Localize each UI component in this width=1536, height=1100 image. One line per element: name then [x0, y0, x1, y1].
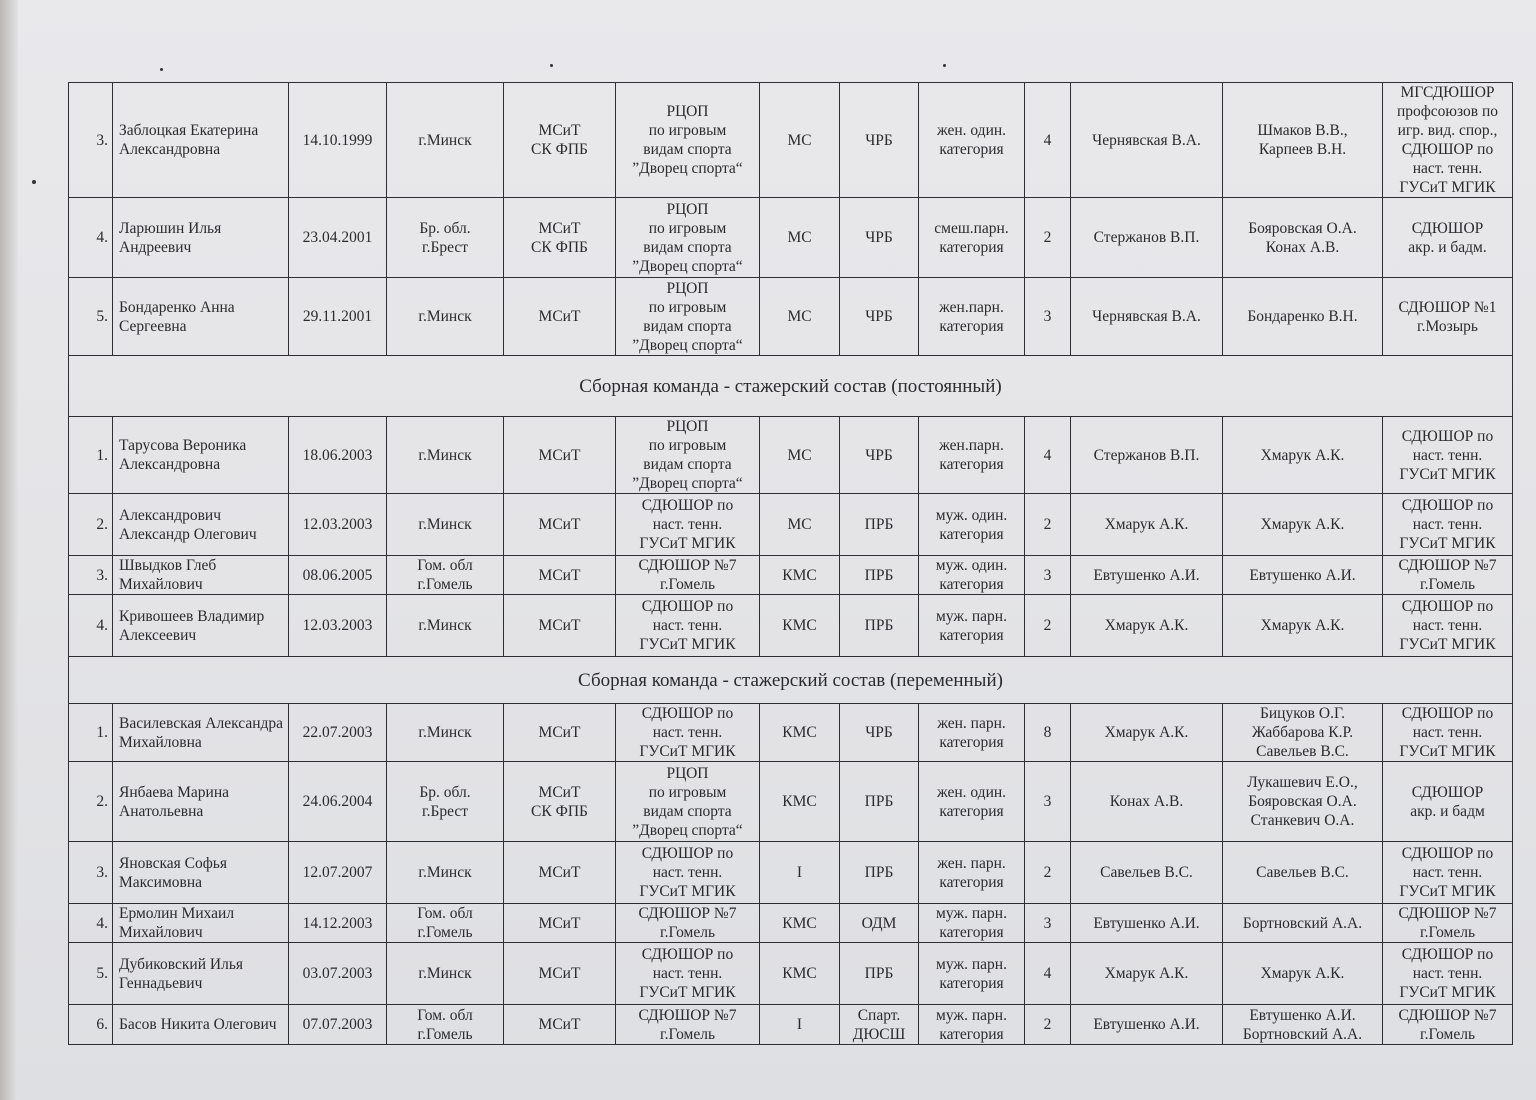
first-coach-cell: Бицуков О.Г. Жаббарова К.Р. Савельев В.С. — [1223, 704, 1383, 762]
first-coach-cell: Бояровская О.А. Конах А.В. — [1223, 198, 1383, 278]
first-coach-cell: Евтушенко А.И. Бортновский А.А. — [1223, 1005, 1383, 1045]
athlete-name-cell: Басов Никита Олегович — [113, 1005, 289, 1045]
birth-date-cell: 23.04.2001 — [289, 198, 387, 278]
athlete-name-cell: Тарусова Вероника Александровна — [113, 417, 289, 494]
department-cell: МСиТ — [504, 904, 616, 943]
sport-school-cell: СДЮШОР по наст. тенн. ГУСиТ МГИК — [1383, 943, 1513, 1005]
city-cell: г.Минск — [387, 595, 504, 657]
personal-coach-cell: Чернявская В.А. — [1071, 278, 1223, 356]
sport-rank-cell: КМС — [760, 904, 840, 943]
table-row — [69, 83, 1513, 198]
birth-date-cell: 08.06.2005 — [289, 556, 387, 595]
training-center-cell: СДЮШОР по наст. тенн. ГУСиТ МГИК — [616, 595, 760, 657]
place-cell: 3 — [1025, 278, 1071, 356]
sport-rank-cell: МС — [760, 417, 840, 494]
competition-cell: ЧРБ — [840, 83, 919, 198]
table-row — [69, 595, 1513, 657]
birth-date-cell: 18.06.2003 — [289, 417, 387, 494]
place-cell: 2 — [1025, 198, 1071, 278]
table-row — [69, 1005, 1513, 1045]
sport-school-cell: СДЮШОР по наст. тенн. ГУСиТ МГИК — [1383, 704, 1513, 762]
sport-school-cell: СДЮШОР по наст. тенн. ГУСиТ МГИК — [1383, 595, 1513, 657]
department-cell: МСиТ — [504, 1005, 616, 1045]
personal-coach-cell: Стержанов В.П. — [1071, 417, 1223, 494]
birth-date-cell: 12.07.2007 — [289, 842, 387, 904]
sport-rank-cell: I — [760, 1005, 840, 1045]
personal-coach-cell: Хмарук А.К. — [1071, 494, 1223, 556]
city-cell: Гом. обл г.Гомель — [387, 1005, 504, 1045]
sport-rank-cell: КМС — [760, 943, 840, 1005]
birth-date-cell: 24.06.2004 — [289, 762, 387, 842]
athlete-name-cell: Заблоцкая Екатерина Александровна — [113, 83, 289, 198]
row-number-cell: 6. — [69, 1005, 113, 1045]
row-number-cell: 5. — [69, 278, 113, 356]
personal-coach-cell: Савельев В.С. — [1071, 842, 1223, 904]
table-row — [69, 198, 1513, 278]
competition-cell: ОДМ — [840, 904, 919, 943]
personal-coach-cell: Чернявская В.А. — [1071, 83, 1223, 198]
department-cell: МСиТ — [504, 704, 616, 762]
row-number-cell: 2. — [69, 762, 113, 842]
event-category-cell: муж. парн. категория — [919, 904, 1025, 943]
department-cell: МСиТ — [504, 943, 616, 1005]
city-cell: Бр. обл. г.Брест — [387, 762, 504, 842]
city-cell: г.Минск — [387, 417, 504, 494]
sport-school-cell: СДЮШОР №7 г.Гомель — [1383, 556, 1513, 595]
training-center-cell: СДЮШОР по наст. тенн. ГУСиТ МГИК — [616, 842, 760, 904]
sport-rank-cell: КМС — [760, 595, 840, 657]
speck — [943, 64, 946, 67]
training-center-cell: СДЮШОР №7 г.Гомель — [616, 1005, 760, 1045]
sport-school-cell: СДЮШОР №7 г.Гомель — [1383, 904, 1513, 943]
department-cell: МСиТ СК ФПБ — [504, 83, 616, 198]
first-coach-cell: Хмарук А.К. — [1223, 417, 1383, 494]
athlete-name-cell: Ермолин Михаил Михайлович — [113, 904, 289, 943]
section-title-permanent: Сборная команда - стажерский состав (постоянный) — [69, 356, 1513, 417]
competition-cell: ПРБ — [840, 556, 919, 595]
training-center-cell: СДЮШОР №7 г.Гомель — [616, 556, 760, 595]
athletes-table — [68, 82, 1513, 1045]
event-category-cell: смеш.парн. категория — [919, 198, 1025, 278]
athlete-name-cell: Швыдков Глеб Михайлович — [113, 556, 289, 595]
athlete-name-cell: Яновская Софья Максимовна — [113, 842, 289, 904]
table-row — [69, 417, 1513, 494]
event-category-cell: жен. один. категория — [919, 83, 1025, 198]
event-category-cell: жен. один. категория — [919, 762, 1025, 842]
table-section-variable — [69, 704, 1513, 1045]
competition-cell: ПРБ — [840, 762, 919, 842]
sport-rank-cell: МС — [760, 278, 840, 356]
training-center-cell: СДЮШОР №7 г.Гомель — [616, 904, 760, 943]
row-number-cell: 4. — [69, 904, 113, 943]
athlete-name-cell: Янбаева Марина Анатольевна — [113, 762, 289, 842]
first-coach-cell: Бортновский А.А. — [1223, 904, 1383, 943]
sport-rank-cell: МС — [760, 494, 840, 556]
city-cell: г.Минск — [387, 278, 504, 356]
event-category-cell: жен.парн. категория — [919, 417, 1025, 494]
training-center-cell: СДЮШОР по наст. тенн. ГУСиТ МГИК — [616, 704, 760, 762]
personal-coach-cell: Хмарук А.К. — [1071, 704, 1223, 762]
row-number-cell: 1. — [69, 417, 113, 494]
sport-rank-cell: КМС — [760, 704, 840, 762]
birth-date-cell: 12.03.2003 — [289, 494, 387, 556]
table-row — [69, 278, 1513, 356]
athlete-name-cell: Василевская Александра Михайловна — [113, 704, 289, 762]
athlete-name-cell: Дубиковский Илья Геннадьевич — [113, 943, 289, 1005]
birth-date-cell: 03.07.2003 — [289, 943, 387, 1005]
place-cell: 4 — [1025, 943, 1071, 1005]
birth-date-cell: 14.12.2003 — [289, 904, 387, 943]
table-row — [69, 704, 1513, 762]
competition-cell: ЧРБ — [840, 704, 919, 762]
competition-cell: ПРБ — [840, 595, 919, 657]
personal-coach-cell: Хмарук А.К. — [1071, 943, 1223, 1005]
first-coach-cell: Бондаренко В.Н. — [1223, 278, 1383, 356]
birth-date-cell: 12.03.2003 — [289, 595, 387, 657]
city-cell: Гом. обл г.Гомель — [387, 904, 504, 943]
sport-school-cell: СДЮШОР по наст. тенн. ГУСиТ МГИК — [1383, 842, 1513, 904]
place-cell: 2 — [1025, 842, 1071, 904]
table-row — [69, 943, 1513, 1005]
birth-date-cell: 29.11.2001 — [289, 278, 387, 356]
sport-school-cell: СДЮШОР акр. и бадм — [1383, 762, 1513, 842]
department-cell: МСиТ — [504, 556, 616, 595]
personal-coach-cell: Евтушенко А.И. — [1071, 556, 1223, 595]
training-center-cell: РЦОП по игровым видам спорта ”Дворец спорта“ — [616, 83, 760, 198]
event-category-cell: муж. парн. категория — [919, 595, 1025, 657]
table-row — [69, 904, 1513, 943]
speck — [32, 180, 36, 184]
department-cell: МСиТ — [504, 278, 616, 356]
first-coach-cell: Лукашевич Е.О., Бояровская О.А. Станкевич О.А. — [1223, 762, 1383, 842]
table-section-main — [69, 83, 1513, 356]
city-cell: Бр. обл. г.Брест — [387, 198, 504, 278]
city-cell: г.Минск — [387, 494, 504, 556]
sport-school-cell: СДЮШОР по наст. тенн. ГУСиТ МГИК — [1383, 417, 1513, 494]
personal-coach-cell: Евтушенко А.И. — [1071, 1005, 1223, 1045]
sport-rank-cell: КМС — [760, 762, 840, 842]
athlete-name-cell: Ларюшин Илья Андреевич — [113, 198, 289, 278]
department-cell: МСиТ СК ФПБ — [504, 762, 616, 842]
competition-cell: ПРБ — [840, 943, 919, 1005]
event-category-cell: муж. парн. категория — [919, 943, 1025, 1005]
table-row — [69, 494, 1513, 556]
department-cell: МСиТ СК ФПБ — [504, 198, 616, 278]
personal-coach-cell: Конах А.В. — [1071, 762, 1223, 842]
row-number-cell: 2. — [69, 494, 113, 556]
city-cell: г.Минск — [387, 704, 504, 762]
athlete-name-cell: Александрович Александр Олегович — [113, 494, 289, 556]
athlete-name-cell: Кривошеев Владимир Алексеевич — [113, 595, 289, 657]
table-row — [69, 762, 1513, 842]
training-center-cell: СДЮШОР по наст. тенн. ГУСиТ МГИК — [616, 943, 760, 1005]
table-section-header-variable — [69, 657, 1513, 704]
competition-cell: ЧРБ — [840, 417, 919, 494]
training-center-cell: СДЮШОР по наст. тенн. ГУСиТ МГИК — [616, 494, 760, 556]
birth-date-cell: 07.07.2003 — [289, 1005, 387, 1045]
event-category-cell: жен. парн. категория — [919, 704, 1025, 762]
training-center-cell: РЦОП по игровым видам спорта ”Дворец спорта“ — [616, 278, 760, 356]
table-row — [69, 842, 1513, 904]
row-number-cell: 4. — [69, 595, 113, 657]
city-cell: г.Минск — [387, 842, 504, 904]
event-category-cell: жен. парн. категория — [919, 842, 1025, 904]
sport-school-cell: СДЮШОР №1 г.Мозырь — [1383, 278, 1513, 356]
first-coach-cell: Хмарук А.К. — [1223, 943, 1383, 1005]
competition-cell: ЧРБ — [840, 198, 919, 278]
competition-cell: ЧРБ — [840, 278, 919, 356]
department-cell: МСиТ — [504, 595, 616, 657]
sport-school-cell: СДЮШОР акр. и бадм. — [1383, 198, 1513, 278]
sport-rank-cell: I — [760, 842, 840, 904]
event-category-cell: муж. один. категория — [919, 494, 1025, 556]
athlete-name-cell: Бондаренко Анна Сергеевна — [113, 278, 289, 356]
sport-rank-cell: МС — [760, 198, 840, 278]
row-number-cell: 3. — [69, 556, 113, 595]
competition-cell: ПРБ — [840, 842, 919, 904]
place-cell: 2 — [1025, 595, 1071, 657]
event-category-cell: муж. парн. категория — [919, 1005, 1025, 1045]
personal-coach-cell: Евтушенко А.И. — [1071, 904, 1223, 943]
department-cell: МСиТ — [504, 494, 616, 556]
department-cell: МСиТ — [504, 417, 616, 494]
first-coach-cell: Савельев В.С. — [1223, 842, 1383, 904]
competition-cell: ПРБ — [840, 494, 919, 556]
personal-coach-cell: Стержанов В.П. — [1071, 198, 1223, 278]
training-center-cell: РЦОП по игровым видам спорта ”Дворец спорта“ — [616, 417, 760, 494]
speck — [160, 68, 163, 71]
section-title-variable: Сборная команда - стажерский состав (переменный) — [69, 657, 1513, 704]
table-section-permanent — [69, 417, 1513, 657]
table-row — [69, 556, 1513, 595]
row-number-cell: 4. — [69, 198, 113, 278]
place-cell: 2 — [1025, 494, 1071, 556]
row-number-cell: 3. — [69, 842, 113, 904]
event-category-cell: муж. один. категория — [919, 556, 1025, 595]
place-cell: 2 — [1025, 1005, 1071, 1045]
department-cell: МСиТ — [504, 842, 616, 904]
event-category-cell: жен.парн. категория — [919, 278, 1025, 356]
city-cell: г.Минск — [387, 943, 504, 1005]
sport-rank-cell: МС — [760, 83, 840, 198]
training-center-cell: РЦОП по игровым видам спорта ”Дворец спорта“ — [616, 762, 760, 842]
first-coach-cell: Хмарук А.К. — [1223, 494, 1383, 556]
first-coach-cell: Евтушенко А.И. — [1223, 556, 1383, 595]
birth-date-cell: 22.07.2003 — [289, 704, 387, 762]
birth-date-cell: 14.10.1999 — [289, 83, 387, 198]
place-cell: 8 — [1025, 704, 1071, 762]
competition-cell: Спарт. ДЮСШ — [840, 1005, 919, 1045]
sport-rank-cell: КМС — [760, 556, 840, 595]
first-coach-cell: Шмаков В.В., Карпеев В.Н. — [1223, 83, 1383, 198]
place-cell: 3 — [1025, 762, 1071, 842]
row-number-cell: 5. — [69, 943, 113, 1005]
place-cell: 3 — [1025, 556, 1071, 595]
speck — [550, 64, 553, 67]
sport-school-cell: СДЮШОР №7 г.Гомель — [1383, 1005, 1513, 1045]
training-center-cell: РЦОП по игровым видам спорта ”Дворец спорта“ — [616, 198, 760, 278]
city-cell: Гом. обл г.Гомель — [387, 556, 504, 595]
row-number-cell: 1. — [69, 704, 113, 762]
row-number-cell: 3. — [69, 83, 113, 198]
table-section-header-permanent — [69, 356, 1513, 417]
place-cell: 3 — [1025, 904, 1071, 943]
sport-school-cell: СДЮШОР по наст. тенн. ГУСиТ МГИК — [1383, 494, 1513, 556]
city-cell: г.Минск — [387, 83, 504, 198]
place-cell: 4 — [1025, 417, 1071, 494]
personal-coach-cell: Хмарук А.К. — [1071, 595, 1223, 657]
sport-school-cell: МГСДЮШОР профсоюзов по игр. вид. спор., СДЮШОР по наст. тенн. ГУСиТ МГИК — [1383, 83, 1513, 198]
first-coach-cell: Хмарук А.К. — [1223, 595, 1383, 657]
place-cell: 4 — [1025, 83, 1071, 198]
